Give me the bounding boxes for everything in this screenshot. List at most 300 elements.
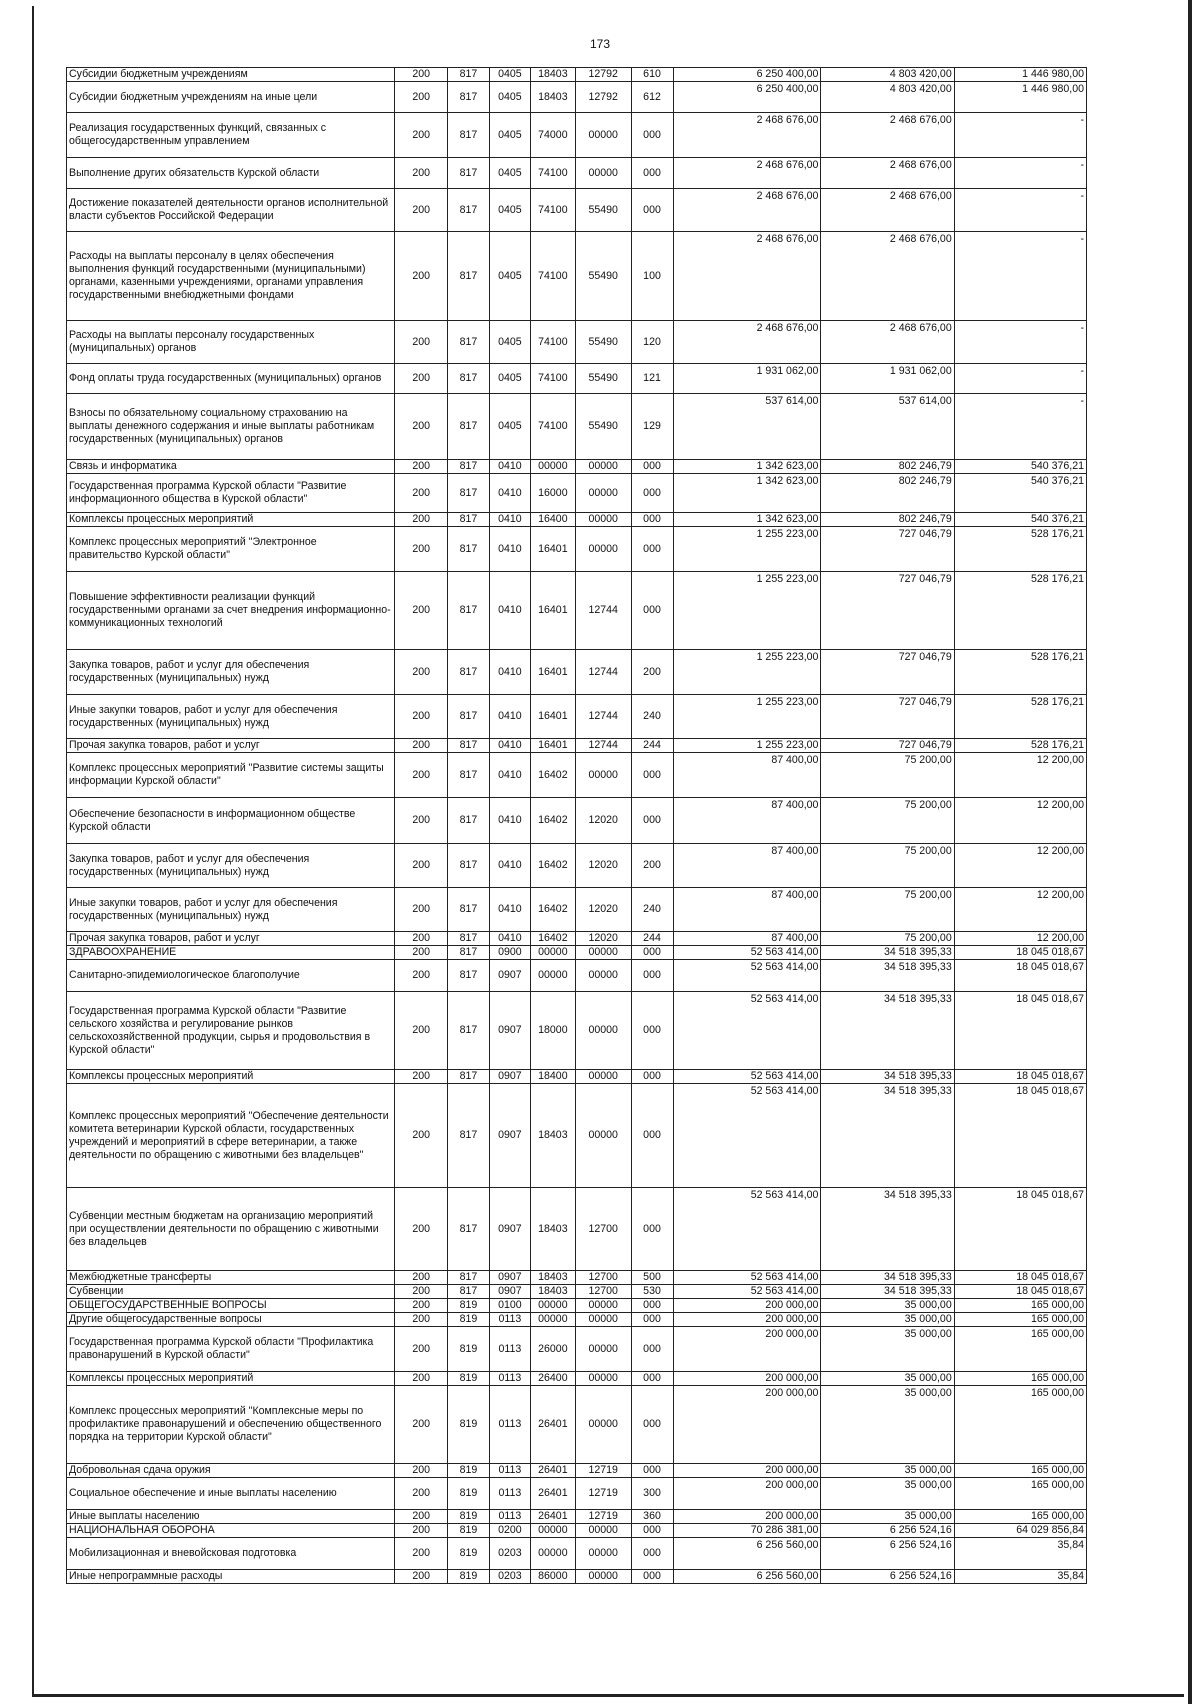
amount-cell: 35 000,00: [821, 1386, 954, 1464]
table-row: [67, 1299, 1087, 1313]
table-row: [67, 1327, 1087, 1372]
code-cell: 200: [395, 113, 447, 158]
code-cell: 819: [447, 1524, 489, 1538]
row-name-cell: Комплекс процессных мероприятий "Обеспечение деятельности комитета ветеринарии Курской области, государственных учреждений и мероприятий в сфере ветеринарии, а также деятельности по обращению с животными без владельцев": [67, 1084, 395, 1188]
code-cell: 0113: [489, 1510, 530, 1524]
code-cell: 0405: [489, 394, 530, 460]
code-cell: 0410: [489, 527, 530, 572]
amount-cell: 52 563 414,00: [673, 960, 821, 992]
amount-cell: 2 468 676,00: [673, 113, 821, 158]
code-cell: 00000: [530, 960, 575, 992]
code-cell: 0113: [489, 1386, 530, 1464]
amount-cell: -: [954, 321, 1086, 364]
code-cell: 000: [631, 798, 673, 844]
amount-cell: 727 046,79: [821, 650, 954, 695]
amount-cell: 528 176,21: [954, 650, 1086, 695]
amount-cell: 1 446 980,00: [954, 82, 1086, 113]
code-cell: 000: [631, 1570, 673, 1584]
code-cell: 00000: [575, 1327, 631, 1372]
code-cell: 817: [447, 572, 489, 650]
code-cell: 0113: [489, 1313, 530, 1327]
code-cell: 244: [631, 739, 673, 753]
amount-cell: 540 376,21: [954, 474, 1086, 513]
code-cell: 00000: [575, 1084, 631, 1188]
code-cell: 16401: [530, 527, 575, 572]
row-name-cell: Государственная программа Курской области "Развитие сельского хозяйства и регулирование рынков сельскохозяйственной продукции, сырья и продовольствия в Курской области": [67, 992, 395, 1070]
code-cell: 200: [395, 1271, 447, 1285]
amount-cell: 35 000,00: [821, 1299, 954, 1313]
code-cell: 817: [447, 888, 489, 932]
code-cell: 16402: [530, 888, 575, 932]
table-row: [67, 798, 1087, 844]
row-name-cell: Иные непрограммные расходы: [67, 1570, 395, 1584]
code-cell: 0410: [489, 844, 530, 888]
code-cell: 817: [447, 932, 489, 946]
table-row: [67, 1570, 1087, 1584]
code-cell: 817: [447, 739, 489, 753]
code-cell: 200: [395, 1188, 447, 1271]
amount-cell: 35 000,00: [821, 1313, 954, 1327]
table-row: [67, 1372, 1087, 1386]
code-cell: 817: [447, 158, 489, 189]
code-cell: 817: [447, 960, 489, 992]
code-cell: 12792: [575, 68, 631, 82]
code-cell: 817: [447, 992, 489, 1070]
code-cell: 16402: [530, 844, 575, 888]
code-cell: 0405: [489, 82, 530, 113]
table-row: [67, 158, 1087, 189]
table-row: [67, 739, 1087, 753]
code-cell: 200: [395, 460, 447, 474]
code-cell: 121: [631, 364, 673, 394]
code-cell: 200: [395, 1570, 447, 1584]
code-cell: 26401: [530, 1464, 575, 1478]
code-cell: 200: [631, 650, 673, 695]
code-cell: 819: [447, 1327, 489, 1372]
code-cell: 200: [395, 1464, 447, 1478]
table-row: [67, 992, 1087, 1070]
code-cell: 000: [631, 513, 673, 527]
code-cell: 16402: [530, 753, 575, 798]
amount-cell: 35 000,00: [821, 1327, 954, 1372]
code-cell: 0410: [489, 753, 530, 798]
code-cell: 16400: [530, 513, 575, 527]
row-name-cell: Закупка товаров, работ и услуг для обеспечения государственных (муниципальных) нужд: [67, 844, 395, 888]
amount-cell: 200 000,00: [673, 1299, 821, 1313]
row-name-cell: Связь и информатика: [67, 460, 395, 474]
amount-cell: 727 046,79: [821, 572, 954, 650]
code-cell: 12719: [575, 1478, 631, 1510]
amount-cell: -: [954, 364, 1086, 394]
code-cell: 240: [631, 888, 673, 932]
code-cell: 817: [447, 946, 489, 960]
amount-cell: 35,84: [954, 1570, 1086, 1584]
row-name-cell: Расходы на выплаты персоналу государственных (муниципальных) органов: [67, 321, 395, 364]
code-cell: 817: [447, 1084, 489, 1188]
code-cell: 18403: [530, 82, 575, 113]
code-cell: 12719: [575, 1510, 631, 1524]
table-row: [67, 1538, 1087, 1570]
code-cell: 0907: [489, 1188, 530, 1271]
code-cell: 817: [447, 1271, 489, 1285]
code-cell: 0907: [489, 1070, 530, 1084]
code-cell: 000: [631, 1299, 673, 1313]
code-cell: 0113: [489, 1372, 530, 1386]
code-cell: 817: [447, 844, 489, 888]
code-cell: 0410: [489, 798, 530, 844]
code-cell: 000: [631, 946, 673, 960]
code-cell: 00000: [575, 1070, 631, 1084]
code-cell: 16402: [530, 798, 575, 844]
table-row: [67, 232, 1087, 321]
row-name-cell: Добровольная сдача оружия: [67, 1464, 395, 1478]
table-row: [67, 113, 1087, 158]
code-cell: 200: [395, 798, 447, 844]
amount-cell: 35 000,00: [821, 1478, 954, 1510]
amount-cell: 1 342 623,00: [673, 460, 821, 474]
code-cell: 817: [447, 650, 489, 695]
code-cell: 819: [447, 1510, 489, 1524]
amount-cell: 727 046,79: [821, 739, 954, 753]
code-cell: 16401: [530, 572, 575, 650]
table-row: [67, 460, 1087, 474]
amount-cell: 18 045 018,67: [954, 960, 1086, 992]
code-cell: 200: [395, 1327, 447, 1372]
table-row: [67, 695, 1087, 739]
code-cell: 0405: [489, 113, 530, 158]
table-row: [67, 1313, 1087, 1327]
code-cell: 00000: [575, 113, 631, 158]
amount-cell: 34 518 395,33: [821, 1271, 954, 1285]
code-cell: 0405: [489, 321, 530, 364]
code-cell: 200: [395, 364, 447, 394]
code-cell: 0203: [489, 1538, 530, 1570]
table-row: [67, 1188, 1087, 1271]
table-row: [67, 527, 1087, 572]
amount-cell: 87 400,00: [673, 932, 821, 946]
table-row: [67, 82, 1087, 113]
amount-cell: 200 000,00: [673, 1464, 821, 1478]
row-name-cell: Комплекс процессных мероприятий "Развитие системы защиты информации Курской области": [67, 753, 395, 798]
code-cell: 200: [395, 232, 447, 321]
table-row: [67, 513, 1087, 527]
table-row: [67, 932, 1087, 946]
code-cell: 200: [395, 888, 447, 932]
amount-cell: 540 376,21: [954, 513, 1086, 527]
code-cell: 0907: [489, 992, 530, 1070]
code-cell: 12700: [575, 1271, 631, 1285]
amount-cell: 12 200,00: [954, 798, 1086, 844]
code-cell: 00000: [530, 1524, 575, 1538]
amount-cell: 87 400,00: [673, 888, 821, 932]
code-cell: 817: [447, 753, 489, 798]
code-cell: 200: [631, 844, 673, 888]
code-cell: 000: [631, 1464, 673, 1478]
code-cell: 244: [631, 932, 673, 946]
table-row: [67, 394, 1087, 460]
code-cell: 200: [395, 1084, 447, 1188]
code-cell: 817: [447, 82, 489, 113]
amount-cell: 200 000,00: [673, 1313, 821, 1327]
code-cell: 18403: [530, 1285, 575, 1299]
row-name-cell: НАЦИОНАЛЬНАЯ ОБОРОНА: [67, 1524, 395, 1538]
code-cell: 530: [631, 1285, 673, 1299]
amount-cell: -: [954, 232, 1086, 321]
amount-cell: 18 045 018,67: [954, 1188, 1086, 1271]
code-cell: 000: [631, 753, 673, 798]
amount-cell: -: [954, 189, 1086, 232]
amount-cell: 75 200,00: [821, 798, 954, 844]
amount-cell: 52 563 414,00: [673, 1070, 821, 1084]
table-row: [67, 68, 1087, 82]
row-name-cell: ЗДРАВООХРАНЕНИЕ: [67, 946, 395, 960]
code-cell: 00000: [575, 1386, 631, 1464]
code-cell: 817: [447, 68, 489, 82]
code-cell: 000: [631, 1524, 673, 1538]
amount-cell: 18 045 018,67: [954, 992, 1086, 1070]
code-cell: 0410: [489, 460, 530, 474]
row-name-cell: Субвенции местным бюджетам на организацию мероприятий при осуществлении деятельности по обращению с животными без владельцев: [67, 1188, 395, 1271]
code-cell: 55490: [575, 189, 631, 232]
code-cell: 18000: [530, 992, 575, 1070]
code-cell: 16401: [530, 695, 575, 739]
code-cell: 000: [631, 572, 673, 650]
row-name-cell: Комплекс процессных мероприятий "Электронное правительство Курской области": [67, 527, 395, 572]
amount-cell: 1 342 623,00: [673, 474, 821, 513]
amount-cell: 802 246,79: [821, 513, 954, 527]
code-cell: 200: [395, 68, 447, 82]
amount-cell: 18 045 018,67: [954, 1271, 1086, 1285]
code-cell: 200: [395, 189, 447, 232]
row-name-cell: Государственная программа Курской области "Профилактика правонарушений в Курской области": [67, 1327, 395, 1372]
code-cell: 0200: [489, 1524, 530, 1538]
code-cell: 000: [631, 1084, 673, 1188]
code-cell: 817: [447, 460, 489, 474]
code-cell: 000: [631, 1372, 673, 1386]
row-name-cell: Закупка товаров, работ и услуг для обеспечения государственных (муниципальных) нужд: [67, 650, 395, 695]
amount-cell: 2 468 676,00: [673, 232, 821, 321]
amount-cell: 200 000,00: [673, 1510, 821, 1524]
table-row: [67, 572, 1087, 650]
amount-cell: 165 000,00: [954, 1327, 1086, 1372]
code-cell: 000: [631, 527, 673, 572]
code-cell: 000: [631, 992, 673, 1070]
table-row: [67, 189, 1087, 232]
code-cell: 819: [447, 1464, 489, 1478]
code-cell: 12744: [575, 650, 631, 695]
row-name-cell: Субсидии бюджетным учреждениям на иные цели: [67, 82, 395, 113]
code-cell: 12792: [575, 82, 631, 113]
row-name-cell: Обеспечение безопасности в информационном обществе Курской области: [67, 798, 395, 844]
amount-cell: 34 518 395,33: [821, 1285, 954, 1299]
code-cell: 12744: [575, 572, 631, 650]
code-cell: 819: [447, 1313, 489, 1327]
amount-cell: -: [954, 113, 1086, 158]
amount-cell: 52 563 414,00: [673, 1084, 821, 1188]
code-cell: 0410: [489, 739, 530, 753]
code-cell: 55490: [575, 364, 631, 394]
code-cell: 0907: [489, 1271, 530, 1285]
code-cell: 817: [447, 474, 489, 513]
code-cell: 200: [395, 1538, 447, 1570]
code-cell: 0410: [489, 932, 530, 946]
table-row: [67, 888, 1087, 932]
amount-cell: 35 000,00: [821, 1510, 954, 1524]
code-cell: 74100: [530, 158, 575, 189]
code-cell: 360: [631, 1510, 673, 1524]
row-name-cell: Повышение эффективности реализации функций государственными органами за счет внедрения информационно-коммуникационных технологий: [67, 572, 395, 650]
code-cell: 200: [395, 1070, 447, 1084]
row-name-cell: Санитарно-эпидемиологическое благополучие: [67, 960, 395, 992]
code-cell: 000: [631, 1327, 673, 1372]
code-cell: 0405: [489, 68, 530, 82]
code-cell: 200: [395, 695, 447, 739]
code-cell: 819: [447, 1570, 489, 1584]
row-name-cell: ОБЩЕГОСУДАРСТВЕННЫЕ ВОПРОСЫ: [67, 1299, 395, 1313]
code-cell: 0410: [489, 695, 530, 739]
code-cell: 16000: [530, 474, 575, 513]
code-cell: 000: [631, 158, 673, 189]
amount-cell: 18 045 018,67: [954, 1084, 1086, 1188]
code-cell: 00000: [575, 753, 631, 798]
row-name-cell: Субсидии бюджетным учреждениям: [67, 68, 395, 82]
code-cell: 000: [631, 1313, 673, 1327]
code-cell: 200: [395, 739, 447, 753]
code-cell: 817: [447, 513, 489, 527]
amount-cell: 165 000,00: [954, 1510, 1086, 1524]
code-cell: 18403: [530, 1084, 575, 1188]
amount-cell: 2 468 676,00: [673, 158, 821, 189]
table-row: [67, 1524, 1087, 1538]
amount-cell: 87 400,00: [673, 798, 821, 844]
code-cell: 817: [447, 189, 489, 232]
code-cell: 74100: [530, 189, 575, 232]
code-cell: 00000: [575, 1524, 631, 1538]
amount-cell: 1 931 062,00: [821, 364, 954, 394]
amount-cell: 165 000,00: [954, 1464, 1086, 1478]
amount-cell: 6 256 524,16: [821, 1524, 954, 1538]
code-cell: 00000: [575, 1372, 631, 1386]
amount-cell: 537 614,00: [673, 394, 821, 460]
code-cell: 00000: [575, 992, 631, 1070]
amount-cell: 70 286 381,00: [673, 1524, 821, 1538]
amount-cell: 75 200,00: [821, 888, 954, 932]
code-cell: 55490: [575, 321, 631, 364]
code-cell: 00000: [575, 460, 631, 474]
code-cell: 0907: [489, 1285, 530, 1299]
code-cell: 74100: [530, 394, 575, 460]
amount-cell: 35 000,00: [821, 1372, 954, 1386]
code-cell: 000: [631, 1386, 673, 1464]
code-cell: 200: [395, 1372, 447, 1386]
row-name-cell: Достижение показателей деятельности органов исполнительной власти субъектов Российской Федерации: [67, 189, 395, 232]
code-cell: 612: [631, 82, 673, 113]
row-name-cell: Мобилизационная и вневойсковая подготовка: [67, 1538, 395, 1570]
code-cell: 200: [395, 960, 447, 992]
amount-cell: 727 046,79: [821, 527, 954, 572]
code-cell: 000: [631, 113, 673, 158]
scan-edge: [1188, 0, 1192, 1704]
amount-cell: 200 000,00: [673, 1372, 821, 1386]
amount-cell: 2 468 676,00: [821, 189, 954, 232]
row-name-cell: Расходы на выплаты персоналу в целях обеспечения выполнения функций государственными (муниципальными) органами, казенными учреждениями, органами управления государственными внебюджетными фондами: [67, 232, 395, 321]
code-cell: 26401: [530, 1510, 575, 1524]
code-cell: 817: [447, 798, 489, 844]
row-name-cell: Иные закупки товаров, работ и услуг для обеспечения государственных (муниципальных) нужд: [67, 888, 395, 932]
code-cell: 0410: [489, 888, 530, 932]
amount-cell: 18 045 018,67: [954, 1285, 1086, 1299]
amount-cell: 34 518 395,33: [821, 1070, 954, 1084]
code-cell: 817: [447, 232, 489, 321]
amount-cell: 2 468 676,00: [821, 113, 954, 158]
amount-cell: 1 931 062,00: [673, 364, 821, 394]
amount-cell: 75 200,00: [821, 753, 954, 798]
table-row: [67, 321, 1087, 364]
amount-cell: 537 614,00: [821, 394, 954, 460]
code-cell: 12700: [575, 1188, 631, 1271]
code-cell: 0410: [489, 572, 530, 650]
amount-cell: 34 518 395,33: [821, 992, 954, 1070]
code-cell: 0410: [489, 474, 530, 513]
code-cell: 817: [447, 1285, 489, 1299]
code-cell: 200: [395, 394, 447, 460]
code-cell: 817: [447, 1070, 489, 1084]
table-row: [67, 1510, 1087, 1524]
row-name-cell: Комплексы процессных мероприятий: [67, 1372, 395, 1386]
code-cell: 74100: [530, 364, 575, 394]
table-row: [67, 946, 1087, 960]
code-cell: 0405: [489, 158, 530, 189]
code-cell: 200: [395, 844, 447, 888]
amount-cell: 34 518 395,33: [821, 946, 954, 960]
code-cell: 00000: [575, 474, 631, 513]
code-cell: 86000: [530, 1570, 575, 1584]
row-name-cell: Межбюджетные трансферты: [67, 1271, 395, 1285]
amount-cell: 1 255 223,00: [673, 572, 821, 650]
code-cell: 819: [447, 1372, 489, 1386]
code-cell: 00000: [575, 946, 631, 960]
table-row: [67, 1271, 1087, 1285]
code-cell: 817: [447, 321, 489, 364]
amount-cell: 2 468 676,00: [821, 158, 954, 189]
amount-cell: 75 200,00: [821, 844, 954, 888]
code-cell: 200: [395, 1510, 447, 1524]
table-row: [67, 1478, 1087, 1510]
code-cell: 12020: [575, 844, 631, 888]
code-cell: 55490: [575, 232, 631, 321]
amount-cell: 727 046,79: [821, 695, 954, 739]
row-name-cell: Иные выплаты населению: [67, 1510, 395, 1524]
code-cell: 200: [395, 753, 447, 798]
code-cell: 00000: [575, 158, 631, 189]
amount-cell: 6 256 524,16: [821, 1570, 954, 1584]
code-cell: 200: [395, 513, 447, 527]
amount-cell: 87 400,00: [673, 753, 821, 798]
code-cell: 817: [447, 113, 489, 158]
code-cell: 74000: [530, 113, 575, 158]
code-cell: 18403: [530, 68, 575, 82]
table-row: [67, 1070, 1087, 1084]
code-cell: 817: [447, 695, 489, 739]
amount-cell: 35,84: [954, 1538, 1086, 1570]
amount-cell: 528 176,21: [954, 572, 1086, 650]
code-cell: 200: [395, 527, 447, 572]
amount-cell: 52 563 414,00: [673, 1271, 821, 1285]
amount-cell: 1 255 223,00: [673, 650, 821, 695]
code-cell: 610: [631, 68, 673, 82]
code-cell: 0410: [489, 513, 530, 527]
code-cell: 000: [631, 189, 673, 232]
